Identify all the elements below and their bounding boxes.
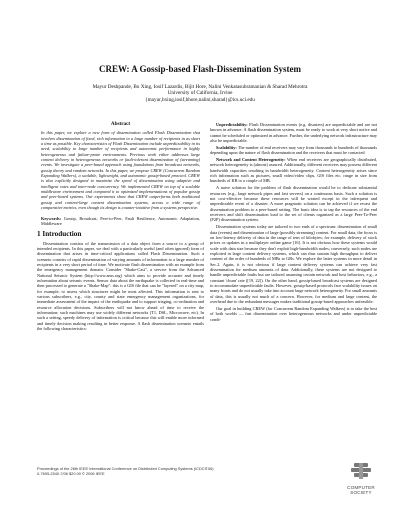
scalability-item [210,145,377,156]
unpredictability-label: Unpredictability: [216,122,248,127]
left-column [37,122,204,333]
right-column [210,122,377,323]
author-names: Mayur Deshpande, Bo Xing, Iosif Lazardis, Bijit Hore, Nalini Venkatasubramanian & Sharad Mehrotra [92,84,308,90]
footer-copyright: 0-7695-2540-7/06 $20.00 © 2006 IEEE [37,471,105,476]
unpredictability-text: Flash Dissemination events (e.g. disasters) are unpredictable and are not known in advance. A flash dissemination system, must be ready to work at very short notice and cannot be scheduled or optimized in advance. Further, the underlying network infrastructure may also be unpredictable. [210,122,377,144]
abstract-heading: Abstract [110,121,131,127]
keywords [41,216,200,227]
scalability-label: Scalability: [216,144,237,150]
author-block [30,84,370,103]
intro-paragraph: Dissemination consists of the transmission of a data object from a source to a group of intended recipients. In this paper, we deal with a particularly useful (and often ignored) form of dissemination that arises in time-critical applications called Flash Dissemination. Such a scenario consists of rapid dissemination of varying amounts of information to a large number of recipients in a very short period of time. We motivate flash dissemination with an example from the emergency management domain. Consider "Shake-Cast", a service from the Advanced National Seismic System (http://www.anss.org) which aims to provide accurate and timely information about seismic events. Sensor data about the earthquake is collected in real-time and then processed to generate a "Shake-Map": this is a GIS file that can be "layered" on a city map, for example, to assess which structures might be most affected. This information is sent to various subscribers, e.g., city, county and state emergency management organizations, for immediate assessment of the impact of the earthquake and to support triaging, co-ordination and resource allocation decisions. Subscribers will not know ahead of time to receive the information; such machines may use widely different networks (T1, DSL, Microwave, etc). In such a setting, speedy delivery of information is critical because this will enable more informed and timely decision making resulting in better response. A flash dissemination scenario entails the following characteristics: [37,240,204,332]
body-paragraph-naive-solution: A naive solution for the problem of flash dissemination would be to dedicate substantial resources (e.g., large network pipes and fast servers) on a continuous basis. Such a solution is not cost-effective because these resources will be wasted except in the infrequent and unpredictable event of a disaster. A more pragmatic solution can be achieved if we recast the dissemination problem to a peer-based setting. The basic idea is to tap the resources of the end receivers and shift dissemination load to the set of clients organized as a large Peer-To-Peer (P2P) dissemination system. [210,185,377,223]
scalability-text: The number of end receivers may vary from thousands to hundreds of thousands depending upon the nature of flash dissemination and the receivers that must be contacted. [210,144,377,156]
keywords-label: Keywords: [41,215,62,221]
abstract-body: In this paper, we explore a new form of dissemination called Flash Dissemination that involves dissemination of fixed, rich information to a large number of recipients in as short a time as possible. Key characteristics of Flash Dissemination include unpredictability in its need, scalability to large number of recipients and autonomic performance in highly heterogeneous and failure-prone environments. Previous work either addresses large content delivery in heterogeneous networks or fault-tolerant dissemination of (streaming) events. We investigate a peer-based approach using foundations from broadcast networks, gossip theory and random networks. In this paper, we propose CREW (Concurrent Random Expanding Walkers), a scalable, lightweight, and autonomic gossip-based protocol. CREW is also explicitly designed to maximize the speed of dissemination using adaptive and intelligent rates and inter-node concurrency. We implemented CREW on top of a scalable middleware environment and compared it to optimized implementations of popular gossip and peer-based systems. Our experiments show that CREW outperforms both traditional gossip and content-large content dissemination systems, across a wide range of comparative metrics, even though its design is counter-intuitive from a systems perspective. [41,130,200,211]
logo-line-2: SOCIETY [350,489,372,495]
logo-emblem-icon [351,463,371,479]
keywords-text: Gossip, Broadcast, Peer-to-Peer, Fault Resilience, Autonomic Adaptation, Middleware [41,215,200,226]
intro-heading: 1 Introduction [37,230,82,239]
body-paragraph-goal: Our goal in building CREW (for Concurrent Random Expanding Walkers) is to take the best of both worlds — fast dissemination over heterogeneous networks and under unpredictable condi- [210,305,377,322]
heterogeneity-item [210,157,377,184]
body-paragraph-spectrum: Dissemination systems today are tailored to two ends of a spectrum: dissemination of small data (events) and dissemination of large (possibly streaming) content. For small data, the focus is on low-latency delivery of data in the range of tens of kilobytes; for example, delivery of stock prices or updates in a multiplayer online game [16]. It is not obvious how these systems would scale with data size because they don't exploit high-bandwidth nodes; conversely, such nodes are exploited in large content delivery systems, which can thus sustain high throughput to deliver content of the order of hundreds of MBs to GBs. We explore the latter systems in more detail in Sec.2. Again, it is not obvious if large content delivery systems can achieve very fast dissemination for medium amounts of data. Additionally, these systems are not designed to handle unpredictable faults but are tailored assuming certain network and host behaviors, e.g., a constant 'churn' rate ([19, 22]). On the other hand, gossip-based broadcast systems are designed to accommodate unpredictable faults. However, gossip-based protocols face scalability issues on many fronts and do not usually take into account large network heterogeneity. For small amounts of data, this is usually not much of a concern. However, for medium and large content, the overhead due to the redundant messages makes traditional gossip-based approaches unfeasible. [210,224,377,304]
logo-line-1: COMPUTER [347,485,375,490]
paper-title: CREW: A Gossip-based Flash-Dissemination System [98,64,302,74]
proceedings-footer [37,466,287,476]
heterogeneity-label: Network and Content Heterogeneity: [216,157,286,163]
unpredictability-item [210,122,377,143]
author-emails: {mayur,bxing,iosif,bhore,nalini,sharad}@ics.uci.edu [145,96,255,103]
heterogeneity-text: When end receivers are geographically distributed, network heterogeneity is (almost) assured. Additionally, different receivers may possess different bandwidth capacities resulting in bandwidth heterogeneity. Content heterogeneity arises since rich information such as pictures, small video/video clips, GIS files etc. range in size from hundreds of KB to a couple of MB. [210,157,377,184]
footer-proceedings: Proceedings of the 26th IEEE International Conference on Distributed Computing Systems (ICDCS'06) [37,466,214,471]
author-affiliation: University of California, Irvine [167,90,233,97]
logo-wordmark [336,486,386,496]
